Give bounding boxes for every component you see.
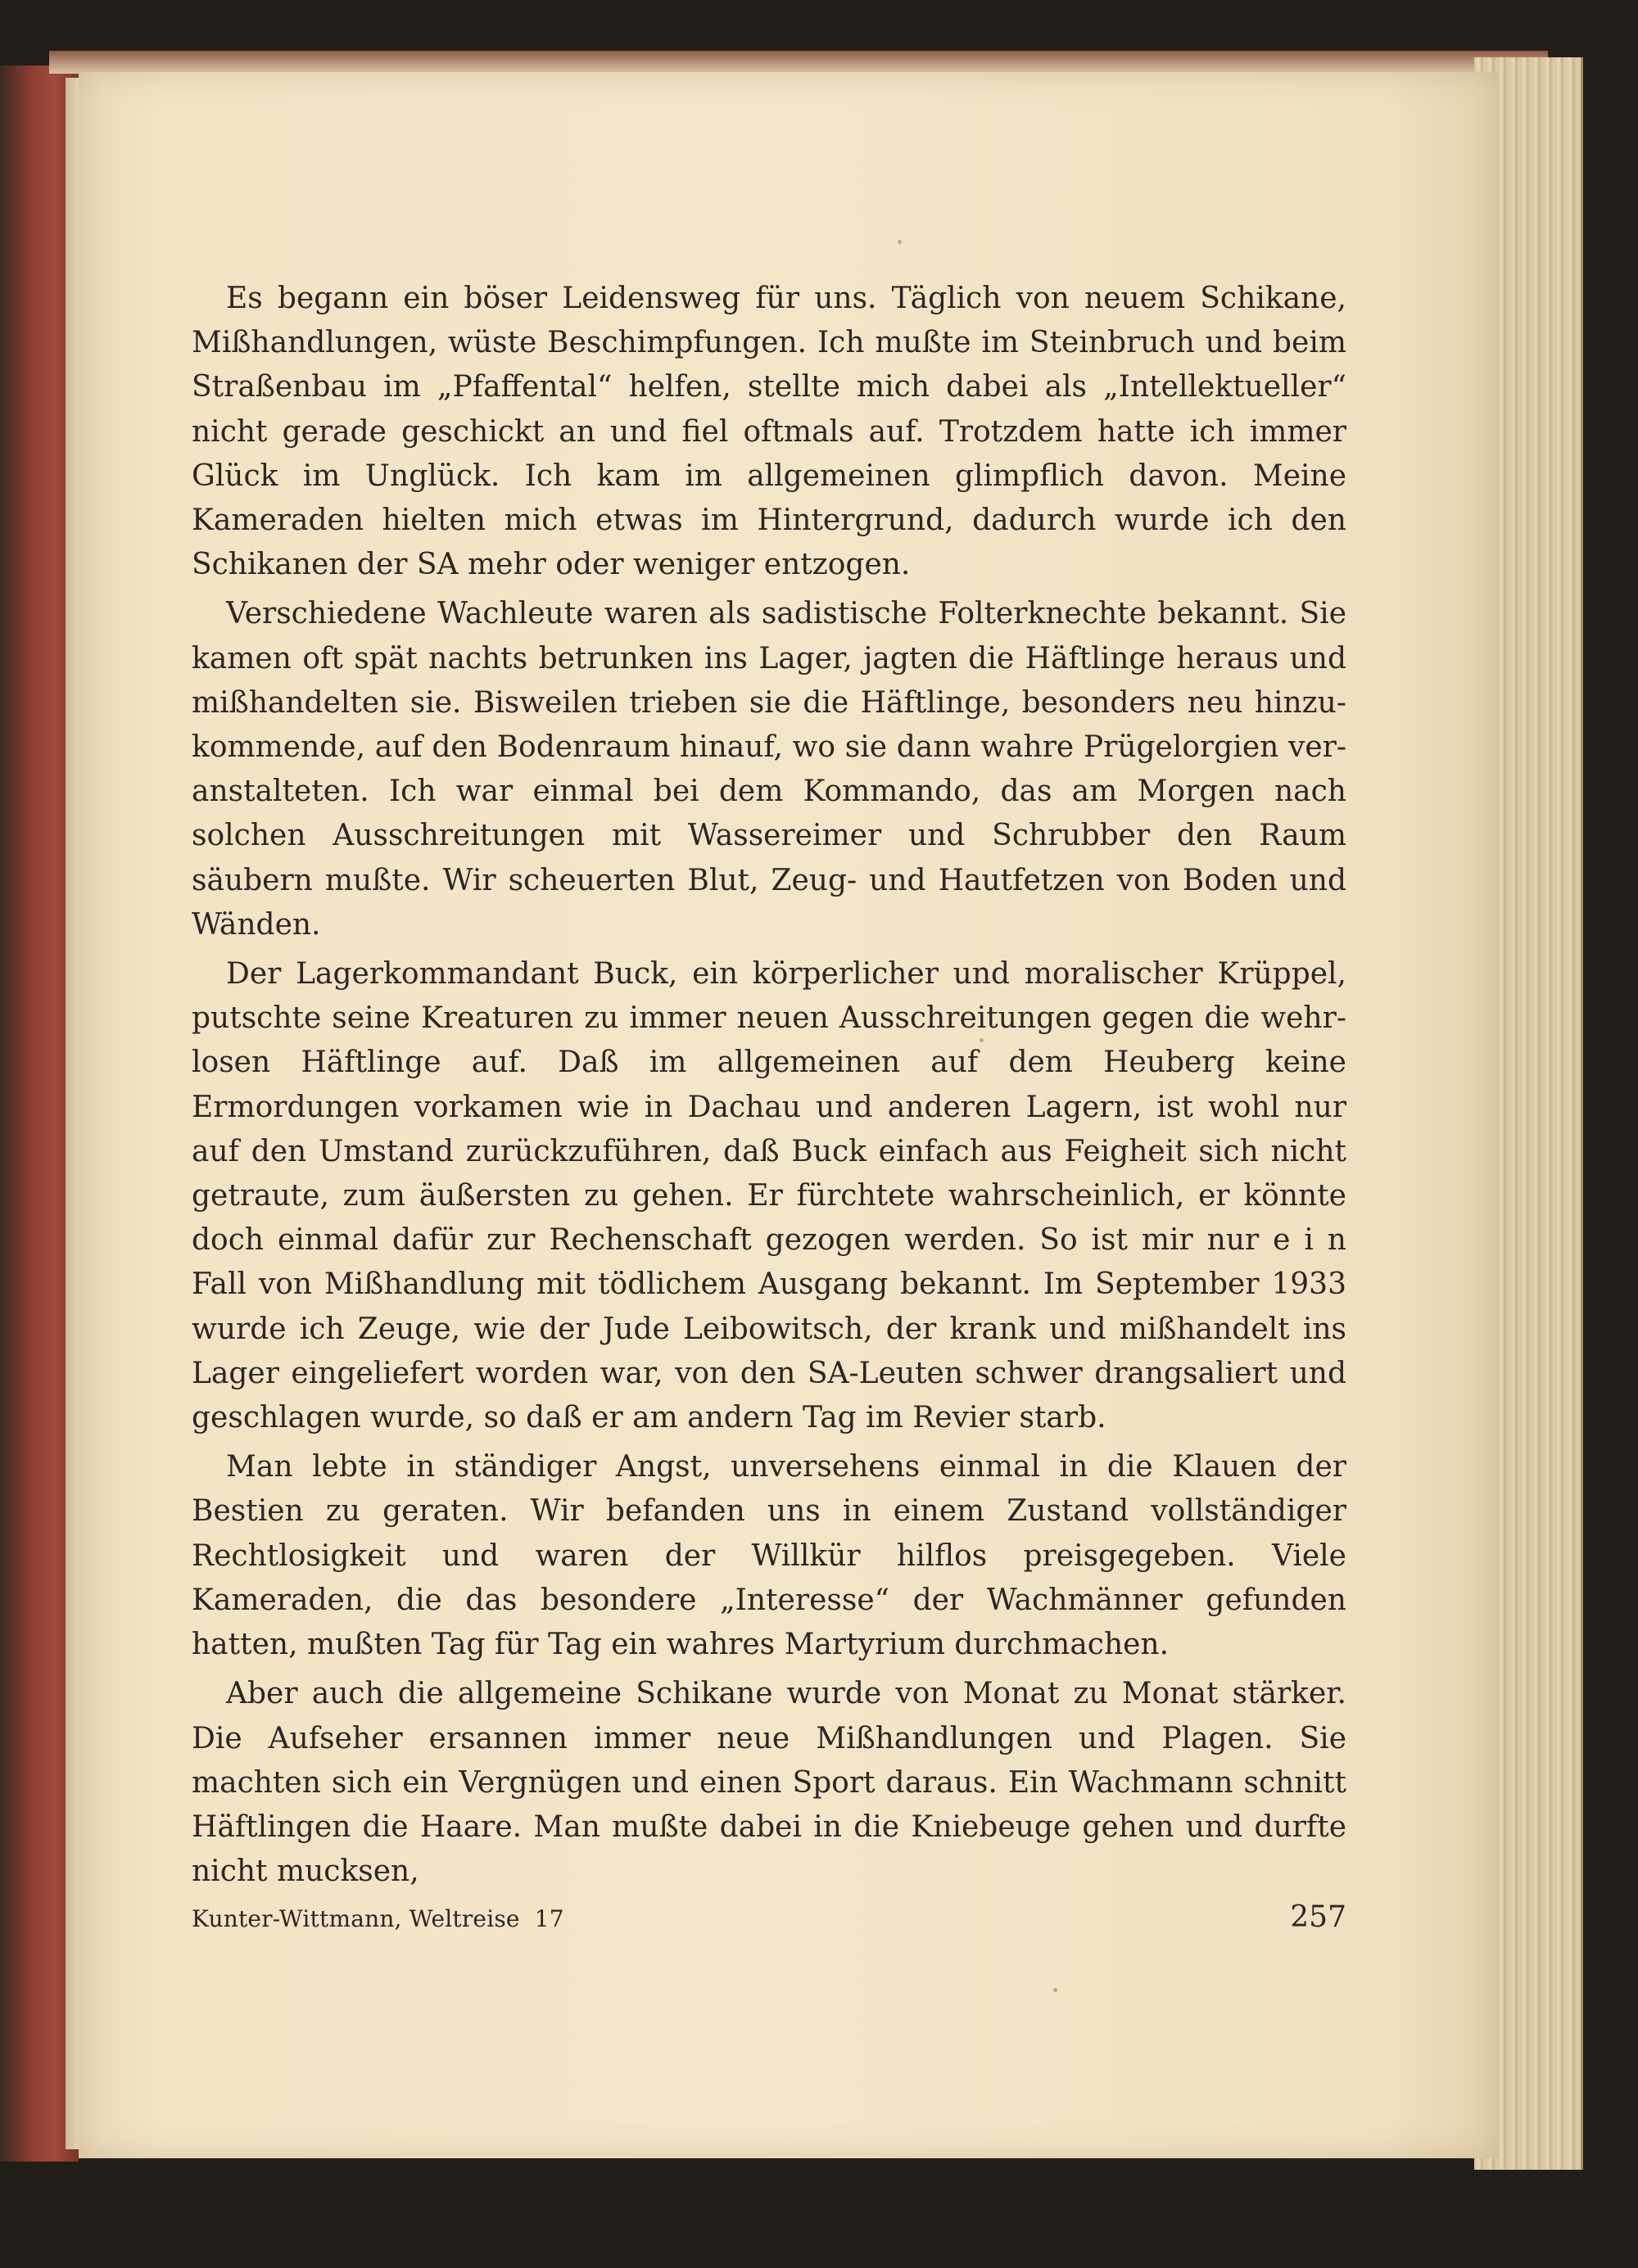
body-text (192, 277, 1346, 1899)
footer-signature-mark: 17 (534, 1905, 564, 1932)
page-number: 257 (1290, 1900, 1346, 1934)
paragraph: Verschiedene Wachleute waren als sadistische Folterknechte bekannt. Sie kamen oft spät nachts betrunken ins Lager, jagten die Häftlinge heraus und mißhandelten sie. Bisweilen trieben sie die Häftlinge, besonders neu hinzukommende, auf den Bodenraum hinauf, wo sie dann wahre Prügelorgien veranstalteten. Ich war einmal bei dem Kommando, das am Morgen nach solchen Ausschreitungen mit Wassereimer und Schrubber den Raum säubern mußte. Wir scheuerten Blut, Zeug- und Hautfetzen von Boden und Wänden. (192, 597, 1346, 942)
paper-speck (898, 240, 902, 244)
paragraph: Man lebte in ständiger Angst, unversehens einmal in die Klauen der Bestien zu geraten. Wir befanden uns in einem Zustand vollständiger Rechtlosigkeit und waren der Willkür hilflos preisgegeben. Viele Kameraden, die das besondere „Interesse“ der Wachmänner gefunden hatten, mußten Tag für Tag ein wahres Martyrium durchmachen. (192, 1450, 1346, 1662)
paragraph: Es begann ein böser Leidensweg für uns. Täglich von neuem Schikane, Mißhandlungen, wüste Beschimpfungen. Ich mußte im Steinbruch und beim Straßenbau im „Pfaffental“ helfen, stellte mich dabei als „Intellektueller“ nicht gerade geschickt an und fiel oftmals auf. Trotzdem hatte ich immer Glück im Unglück. Ich kam im allgemeinen glimpflich davon. Meine Kameraden hielten mich etwas im Hintergrund, dadurch wurde ich den Schikanen der SA mehr oder weniger entzogen. (192, 282, 1346, 582)
footer-book-title: Kunter-Wittmann, Weltreise (192, 1905, 520, 1932)
paper-speck (980, 1038, 984, 1042)
paragraph: Aber auch die allgemeine Schikane wurde von Monat zu Monat stärker. Die Aufseher ersannen immer neue Mißhandlungen und Plagen. Sie machten sich ein Vergnügen und einen Sport daraus. Ein Wachmann schnitt Häftlingen die Haare. Man mußte dabei in die Kniebeuge gehen und durfte nicht mucksen, (192, 1677, 1346, 1889)
book-page (79, 72, 1499, 2158)
paragraph: Der Lagerkommandant Buck, ein körperlicher und moralischer Krüppel, putschte seine Kreaturen zu immer neuen Ausschreitungen gegen die wehrlosen Häftlinge auf. Daß im allgemeinen auf dem Heuberg keine Ermordungen vorkamen wie in Dachau und anderen Lagern, ist wohl nur auf den Umstand zurückzuführen, daß Buck einfach aus Feigheit sich nicht getraute, zum äußersten zu gehen. Er fürchtete wahrscheinlich, er könnte doch einmal dafür zur Rechenschaft gezogen werden. So ist mir nur e i n Fall von Mißhandlung mit tödlichem Ausgang bekannt. Im September 1933 wurde ich Zeuge, wie der Jude Leibowitsch, der krank und mißhandelt ins Lager eingeliefert worden war, von den SA-Leuten schwer drangsaliert und geschlagen wurde, so daß er am andern Tag im Revier starb. (192, 957, 1346, 1435)
binding-strip (49, 51, 1548, 74)
page-footer (192, 1900, 1346, 1941)
footer-signature-line (192, 1905, 564, 1932)
paper-speck (1053, 1988, 1057, 1992)
